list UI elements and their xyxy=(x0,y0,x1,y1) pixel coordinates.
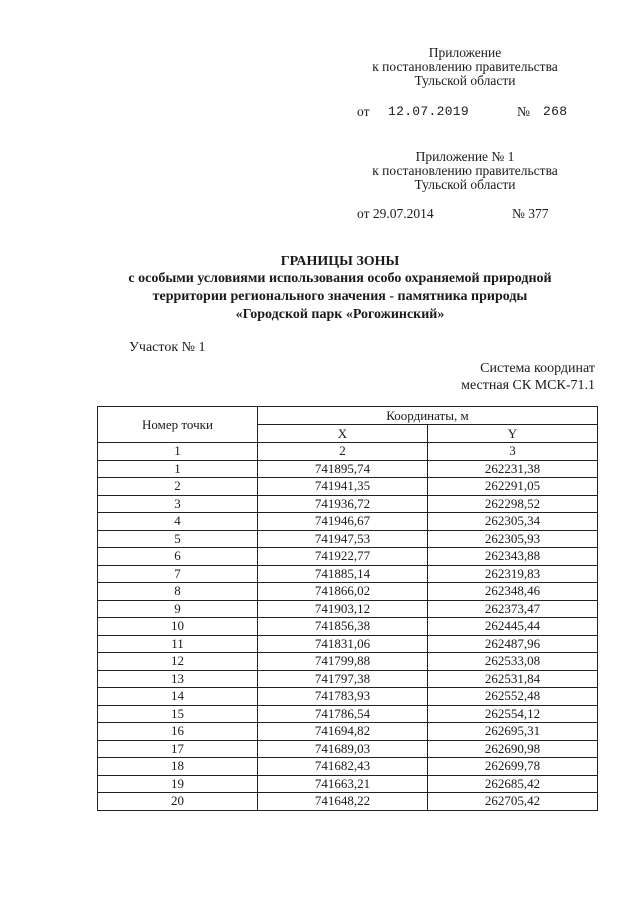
coord-x: 741682,43 xyxy=(257,758,427,776)
coord-y: 262685,42 xyxy=(427,775,597,793)
coord-y: 262291,05 xyxy=(427,478,597,496)
table-row xyxy=(98,653,598,671)
coord-y: 262305,34 xyxy=(427,513,597,531)
coordinate-system-line: местная СК МСК-71.1 xyxy=(461,378,595,393)
coord-y: 262348,46 xyxy=(427,583,597,601)
coord-y: 262298,52 xyxy=(427,495,597,513)
table-row xyxy=(98,740,598,758)
document-subtitle xyxy=(60,270,620,324)
coord-x: 741648,22 xyxy=(257,793,427,811)
header-x: X xyxy=(257,425,427,443)
point-number: 4 xyxy=(98,513,258,531)
point-number: 18 xyxy=(98,758,258,776)
subtitle-line: территории регионального значения - памятника природы xyxy=(152,289,528,304)
appendix-line: к постановлению правительства xyxy=(372,59,558,74)
coord-y: 262373,47 xyxy=(427,600,597,618)
appendix-header-original xyxy=(330,150,600,192)
appendix-line: Тульской области xyxy=(414,73,516,88)
coordinate-system xyxy=(380,360,595,394)
subtitle-line: с особыми условиями использования особо охраняемой природной xyxy=(128,271,552,286)
column-index-row xyxy=(98,443,598,461)
point-number: 20 xyxy=(98,793,258,811)
coord-x: 741856,38 xyxy=(257,618,427,636)
coord-x: 741866,02 xyxy=(257,583,427,601)
original-date: от 29.07.2014 xyxy=(357,206,434,221)
point-number: 11 xyxy=(98,635,258,653)
coord-y: 262231,38 xyxy=(427,460,597,478)
coord-y: 262705,42 xyxy=(427,793,597,811)
coord-x: 741799,88 xyxy=(257,653,427,671)
column-index: 1 xyxy=(98,443,258,461)
table-row xyxy=(98,530,598,548)
coord-x: 741783,93 xyxy=(257,688,427,706)
resolution-number: 268 xyxy=(543,104,568,119)
table-row xyxy=(98,635,598,653)
point-number: 19 xyxy=(98,775,258,793)
point-number: 15 xyxy=(98,705,258,723)
coord-x: 741694,82 xyxy=(257,723,427,741)
column-index: 3 xyxy=(427,443,597,461)
table-row xyxy=(98,618,598,636)
plot-label: Участок № 1 xyxy=(129,340,206,355)
table-row xyxy=(98,548,598,566)
point-number: 13 xyxy=(98,670,258,688)
point-number: 9 xyxy=(98,600,258,618)
date-prefix: от xyxy=(357,104,370,119)
point-number: 8 xyxy=(98,583,258,601)
subtitle-line: «Городской парк «Рогожинский» xyxy=(235,307,445,322)
coord-y: 262554,12 xyxy=(427,705,597,723)
coord-y: 262533,08 xyxy=(427,653,597,671)
resolution-date-row xyxy=(357,104,568,120)
point-number: 3 xyxy=(98,495,258,513)
table-row xyxy=(98,793,598,811)
appendix-line: Тульской области xyxy=(414,177,516,192)
table-row xyxy=(98,583,598,601)
coord-y: 262445,44 xyxy=(427,618,597,636)
coord-x: 741797,38 xyxy=(257,670,427,688)
coord-x: 741922,77 xyxy=(257,548,427,566)
coord-y: 262305,93 xyxy=(427,530,597,548)
appendix-line: к постановлению правительства xyxy=(372,163,558,178)
table-row xyxy=(98,460,598,478)
coord-y: 262343,88 xyxy=(427,548,597,566)
appendix-line: Приложение xyxy=(428,45,502,60)
point-number: 6 xyxy=(98,548,258,566)
coord-y: 262695,31 xyxy=(427,723,597,741)
point-number: 1 xyxy=(98,460,258,478)
coordinate-system-line: Система координат xyxy=(480,361,595,376)
table-row xyxy=(98,565,598,583)
resolution-date: 12.07.2019 xyxy=(388,104,470,119)
document-title: ГРАНИЦЫ ЗОНЫ xyxy=(280,254,400,269)
table-row xyxy=(98,775,598,793)
table-row xyxy=(98,495,598,513)
point-number: 7 xyxy=(98,565,258,583)
header-coordinates: Координаты, м xyxy=(257,407,597,425)
coord-x: 741903,12 xyxy=(257,600,427,618)
point-number: 16 xyxy=(98,723,258,741)
point-number: 5 xyxy=(98,530,258,548)
table-row xyxy=(98,670,598,688)
point-number: 2 xyxy=(98,478,258,496)
coord-y: 262690,98 xyxy=(427,740,597,758)
number-sign: № xyxy=(517,104,530,119)
coord-x: 741885,14 xyxy=(257,565,427,583)
coord-y: 262319,83 xyxy=(427,565,597,583)
header-point-number: Номер точки xyxy=(98,407,258,443)
coord-x: 741786,54 xyxy=(257,705,427,723)
table-row xyxy=(98,688,598,706)
coord-y: 262552,48 xyxy=(427,688,597,706)
coord-x: 741946,67 xyxy=(257,513,427,531)
appendix-header-current xyxy=(330,46,600,88)
coord-x: 741947,53 xyxy=(257,530,427,548)
table-row xyxy=(98,758,598,776)
point-number: 14 xyxy=(98,688,258,706)
coord-y: 262699,78 xyxy=(427,758,597,776)
coord-x: 741831,06 xyxy=(257,635,427,653)
point-number: 12 xyxy=(98,653,258,671)
original-number: № 377 xyxy=(512,206,549,221)
appendix-line: Приложение № 1 xyxy=(415,149,515,164)
coord-x: 741941,35 xyxy=(257,478,427,496)
coord-x: 741663,21 xyxy=(257,775,427,793)
table-row xyxy=(98,723,598,741)
original-date-row xyxy=(357,206,549,222)
table-row xyxy=(98,600,598,618)
coord-x: 741936,72 xyxy=(257,495,427,513)
point-number: 10 xyxy=(98,618,258,636)
coord-x: 741895,74 xyxy=(257,460,427,478)
coord-x: 741689,03 xyxy=(257,740,427,758)
column-index: 2 xyxy=(257,443,427,461)
coord-y: 262531,84 xyxy=(427,670,597,688)
point-number: 17 xyxy=(98,740,258,758)
table-row xyxy=(98,705,598,723)
coordinates-table xyxy=(97,406,598,811)
coord-y: 262487,96 xyxy=(427,635,597,653)
header-y: Y xyxy=(427,425,597,443)
table-row xyxy=(98,513,598,531)
table-row xyxy=(98,478,598,496)
